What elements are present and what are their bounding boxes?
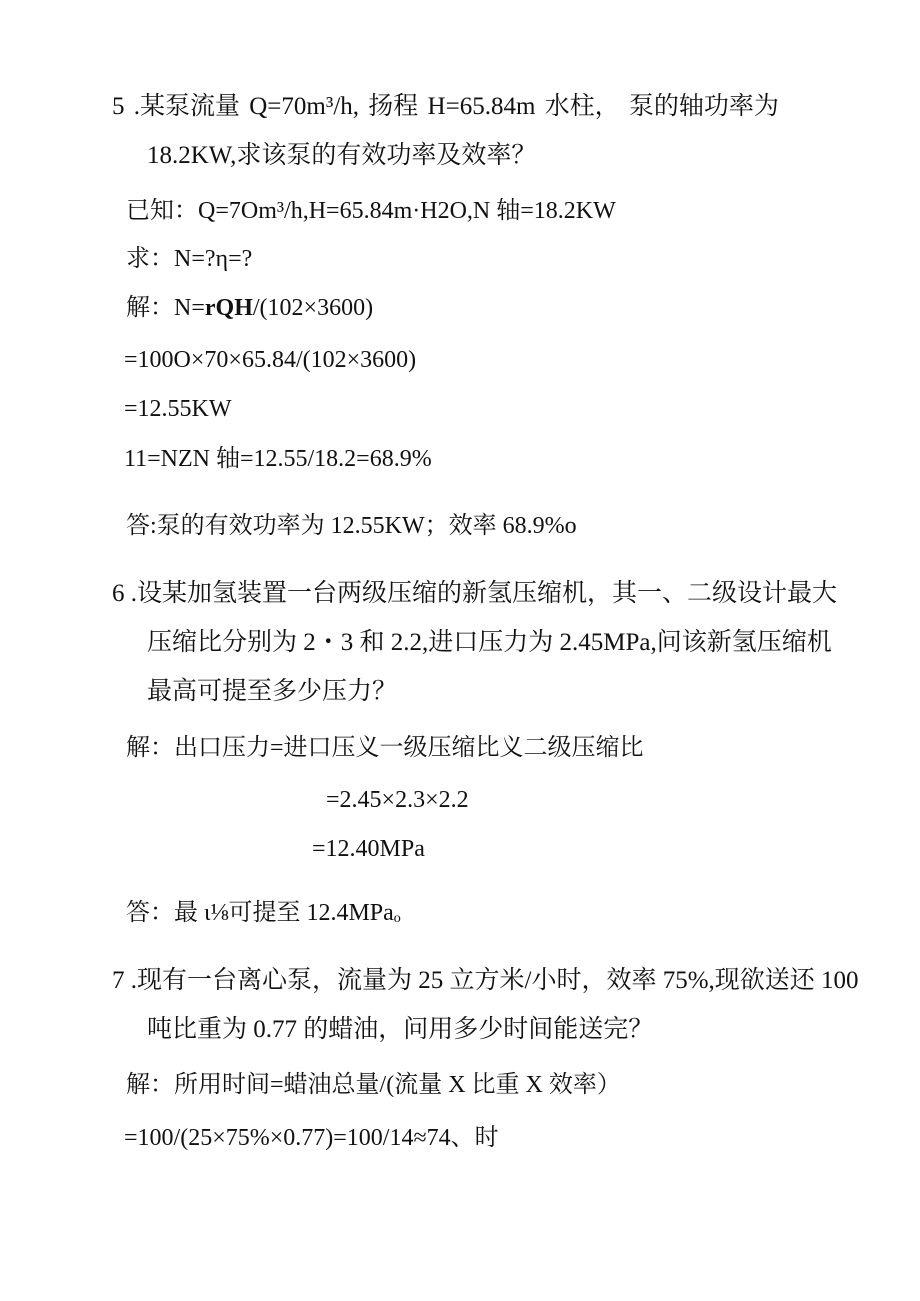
q5-solution-bold: rQH — [204, 295, 253, 321]
q5-solution-label: 解：N= — [126, 295, 205, 321]
q6-step-1: =2.45×2.3×2.2 — [326, 787, 469, 813]
q5-solution-formula — [126, 293, 373, 323]
q6-stem-line-3: 最高可提至多少压力？ — [147, 678, 398, 705]
q5-stem-line-2: 18.2KW,求该泵的有效功率及效率？ — [147, 142, 537, 169]
q5-ask: 求：N=?η=? — [126, 246, 253, 272]
q7-solution: 解：所用时间=蜡油总量/(流量 X 比重 X 效率） — [126, 1072, 621, 1098]
q6-solution: 解：出口压力=进口压义一级压缩比义二级压缩比 — [126, 735, 644, 761]
q5-answer: 答:泵的有效功率为 12.55KW；效率 68.9%o — [126, 513, 577, 539]
q6-stem-line-1: 6 .设某加氢装置一台两级压缩的新氢压缩机，其一、二级设计最大 — [112, 580, 838, 607]
q7-stem-line-2: 吨比重为 0.77 的蜡油，问用多少时间能送完？ — [147, 1016, 654, 1043]
q5-step-3: 11=NZN 轴=12.55/18.2=68.9% — [124, 446, 432, 472]
q5-solution-rest: /(102×3600) — [252, 295, 374, 321]
q7-stem-line-1: 7 .现有一台离心泵，流量为 25 立方米/小时，效率 75%,现欲送还 100 — [112, 967, 859, 994]
q6-stem-line-2: 压缩比分别为 2・3 和 2.2,进口压力为 2.45MPa,问该新氢压缩机 — [147, 629, 832, 656]
q7-step-1: =100/(25×75%×0.77)=100/14≈74、时 — [124, 1125, 499, 1151]
q5-stem-line-1: 5 .某泵流量 Q=70m³/h, 扬程 H=65.84m 水柱， 泵的轴功率为 — [112, 93, 779, 120]
q6-step-2: =12.40MPa — [312, 836, 425, 862]
q6-answer: 答：最 ι⅛可提至 12.4MPaₒ — [126, 900, 401, 926]
q5-known: 已知：Q=7Om³/h,H=65.84m·H2O,N 轴=18.2KW — [126, 198, 616, 224]
q5-step-2: =12.55KW — [124, 396, 232, 422]
q5-step-1: =100O×70×65.84/(102×3600) — [124, 347, 417, 373]
